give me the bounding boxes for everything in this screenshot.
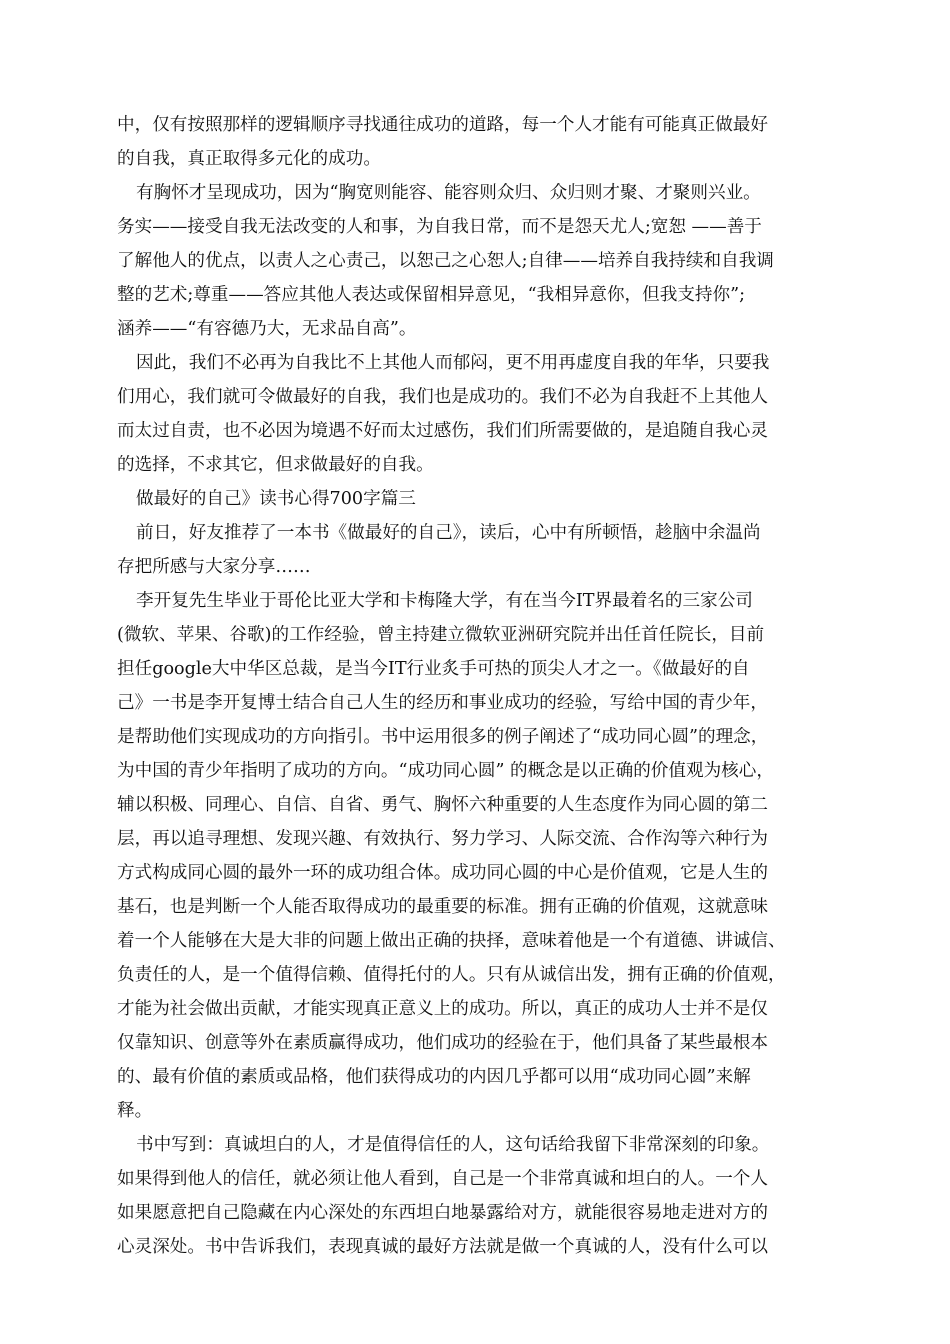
text-line: 担任google大中华区总裁，是当今IT行业炙手可热的顶尖人才之一。《做最好的自 [117, 659, 750, 679]
text-line: 务实——接受自我无法改变的人和事，为自我日常，而不是怨天尤人;宽恕 ——善于 [117, 217, 762, 237]
text-line: 才能为社会做出贡献，才能实现真正意义上的成功。所以，真正的成功人士并不是仅 [117, 999, 768, 1019]
text-line: 己》一书是李开复博士结合自己人生的经历和事业成功的经验，写给中国的青少年， [117, 693, 768, 713]
text-line: 中，仅有按照那样的逻辑顺序寻找通往成功的道路，每一个人才能有可能真正做最好 [117, 115, 768, 135]
text-line: 层，再以追寻理想、发现兴趣、有效执行、努力学习、人际交流、合作沟等六种行为 [117, 829, 768, 849]
text-line: 辅以积极、同理心、自信、自省、勇气、胸怀六种重要的人生态度作为同心圆的第二 [117, 795, 768, 815]
text-line: 为中国的青少年指明了成功的方向。“成功同心圆” 的概念是以正确的价值观为核心， [117, 761, 774, 781]
text-line: 的选择，不求其它，但求做最好的自我。 [117, 455, 434, 475]
paragraph-start-line: 有胸怀才呈现成功，因为“胸宽则能容、能容则众归、众归则才聚、才聚则兴业。 [136, 183, 761, 203]
text-line: 负责任的人，是一个值得信赖、值得托付的人。只有从诚信出发，拥有正确的价值观， [117, 965, 786, 985]
text-line: 方式构成同心圆的最外一环的成功组合体。成功同心圆的中心是价值观，它是人生的 [117, 863, 768, 883]
text-line: 了解他人的优点，以责人之心责己，以恕己之心恕人;自律——培养自我持续和自我调 [117, 251, 774, 271]
text-line: 仅靠知识、创意等外在素质赢得成功，他们成功的经验在于，他们具备了某些最根本 [117, 1033, 768, 1053]
text-line: 如果得到他人的信任，就必须让他人看到，自己是一个非常真诚和坦白的人。一个人 [117, 1169, 768, 1189]
text-line: 的、最有价值的素质或品格，他们获得成功的内因几乎都可以用“成功同心圆”来解 [117, 1067, 751, 1087]
text-line: 是帮助他们实现成功的方向指引。书中运用很多的例子阐述了“成功同心圆”的理念， [117, 727, 769, 747]
section-heading: 做最好的自己》读书心得700字篇三 [136, 489, 416, 509]
text-line: 们用心，我们就可令做最好的自我，我们也是成功的。我们不必为自我赶不上其他人 [117, 387, 768, 407]
text-line: 而太过自责，也不必因为境遇不好而太过感伤，我们们所需要做的，是追随自我心灵 [117, 421, 768, 441]
text-line: 释。 [117, 1101, 153, 1121]
text-line: 如果愿意把自己隐藏在内心深处的东西坦白地暴露给对方，就能很容易地走进对方的 [117, 1203, 768, 1223]
text-line: 着一个人能够在大是大非的问题上做出正确的抉择，意味着他是一个有道德、讲诚信、 [117, 931, 786, 951]
text-line: 整的艺术;尊重——答应其他人表达或保留相异意见，“我相异意你，但我支持你”; [117, 285, 746, 305]
text-line: 涵养——“有容德乃大，无求品自高”。 [117, 319, 417, 339]
text-line: 的自我，真正取得多元化的成功。 [117, 149, 381, 169]
paragraph-start-line: 因此，我们不必再为自我比不上其他人而郁闷，更不用再虚度自我的年华，只要我 [136, 353, 770, 373]
paragraph-start-line: 李开复先生毕业于哥伦比亚大学和卡梅隆大学，有在当今IT界最着名的三家公司 [136, 591, 753, 611]
text-line: 存把所感与大家分享…… [117, 557, 311, 577]
paragraph-start-line: 前日，好友推荐了一本书《做最好的自己》，读后，心中有所顿悟，趁脑中余温尚 [136, 523, 761, 543]
text-line: 基石，也是判断一个人能否取得成功的最重要的标准。拥有正确的价值观，这就意味 [117, 897, 768, 917]
text-line: 心灵深处。书中告诉我们，表现真诚的最好方法就是做一个真诚的人，没有什么可以 [117, 1237, 768, 1257]
text-line: (微软、苹果、谷歌)的工作经验，曾主持建立微软亚洲研究院并出任首任院长，目前 [117, 625, 765, 645]
paragraph-start-line: 书中写到：真诚坦白的人，才是值得信任的人，这句话给我留下非常深刻的印象。 [136, 1135, 770, 1155]
